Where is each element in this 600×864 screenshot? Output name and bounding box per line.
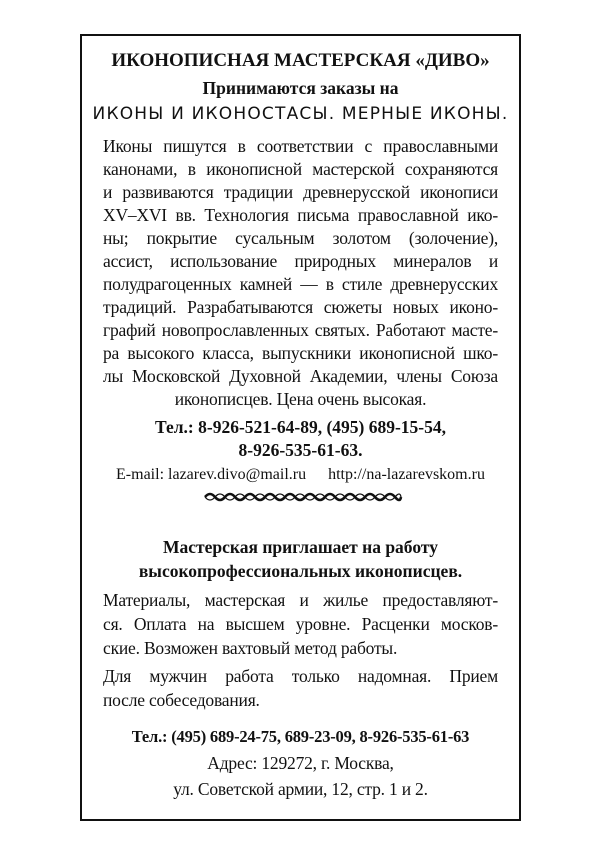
description-line: XV–XVI вв. Технология письма православной ико- — [103, 205, 498, 225]
workshop-title: ИКОНОПИСНАЯ МАСТЕРСКАЯ «ДИВО» — [111, 50, 490, 71]
workshop-contacts — [82, 467, 519, 483]
workshop-email[interactable]: E-mail: lazarev.divo@mail.ru — [116, 466, 307, 483]
address-line-1: Адрес: 129272, г. Москва, — [207, 753, 394, 773]
description-line: Иконы пишутся в соответствии с православными — [103, 136, 498, 156]
description-line: и развиваются традиции древнерусской иконописи — [103, 182, 498, 202]
vacancy-paragraph-line: Материалы, мастерская и жилье предоставляют- — [103, 590, 498, 610]
vacancy-heading-line-2: высокопрофессиональных иконописцев. — [138, 561, 463, 581]
advertisement-frame — [80, 34, 521, 821]
description-line: лы Московской Духовной Академии, члены Союза — [103, 366, 498, 386]
description-last-line: иконописцев. Цена очень высокая. — [174, 389, 427, 409]
vacancy-heading-line-1: Мастерская приглашает на работу — [163, 537, 438, 557]
description-line: ассист, использование природных минералов и — [103, 251, 498, 271]
description-line: полудрагоценных камней — в стиле древнерусских — [103, 274, 498, 294]
description-line: ра высокого класса, выпускники иконописной шко- — [103, 343, 498, 363]
description-line: канонами, в иконописной мастерской сохраняются — [103, 159, 498, 179]
vacancy-paragraph-2-last: после собеседования. — [103, 690, 260, 710]
workshop-website[interactable]: http://na-lazarevskom.ru — [328, 466, 485, 483]
vacancy-paragraph-line: ся. Оплата на высшем уровне. Расценки москов- — [103, 614, 498, 634]
description-line: графий новопрославленных святых. Работают масте- — [103, 320, 498, 340]
ornament-divider-icon — [203, 490, 403, 504]
orders-heading: Принимаются заказы на — [202, 78, 399, 98]
description-line: ны; покрытие сусальным золотом (золочение), — [103, 228, 498, 248]
vacancy-phones: Тел.: (495) 689-24-75, 689-23-09, 8-926-535-61-63 — [131, 727, 470, 746]
orders-items: ИКОНЫ И ИКОНОСТАСЫ. МЕРНЫЕ ИКОНЫ. — [92, 104, 509, 124]
workshop-phone-line-2: 8-926-535-61-63. — [238, 440, 363, 460]
vacancy-paragraph-2-line: Для мужчин работа только надомная. Прием — [103, 666, 498, 686]
vacancy-paragraph-last: ские. Возможен вахтовый метод работы. — [103, 638, 398, 658]
workshop-phone-line-1: Тел.: 8-926-521-64-89, (495) 689-15-54, — [154, 417, 447, 437]
description-line: традиций. Разрабатываются сюжеты новых иконо- — [103, 297, 498, 317]
address-line-2: ул. Советской армии, 12, стр. 1 и 2. — [173, 779, 428, 799]
